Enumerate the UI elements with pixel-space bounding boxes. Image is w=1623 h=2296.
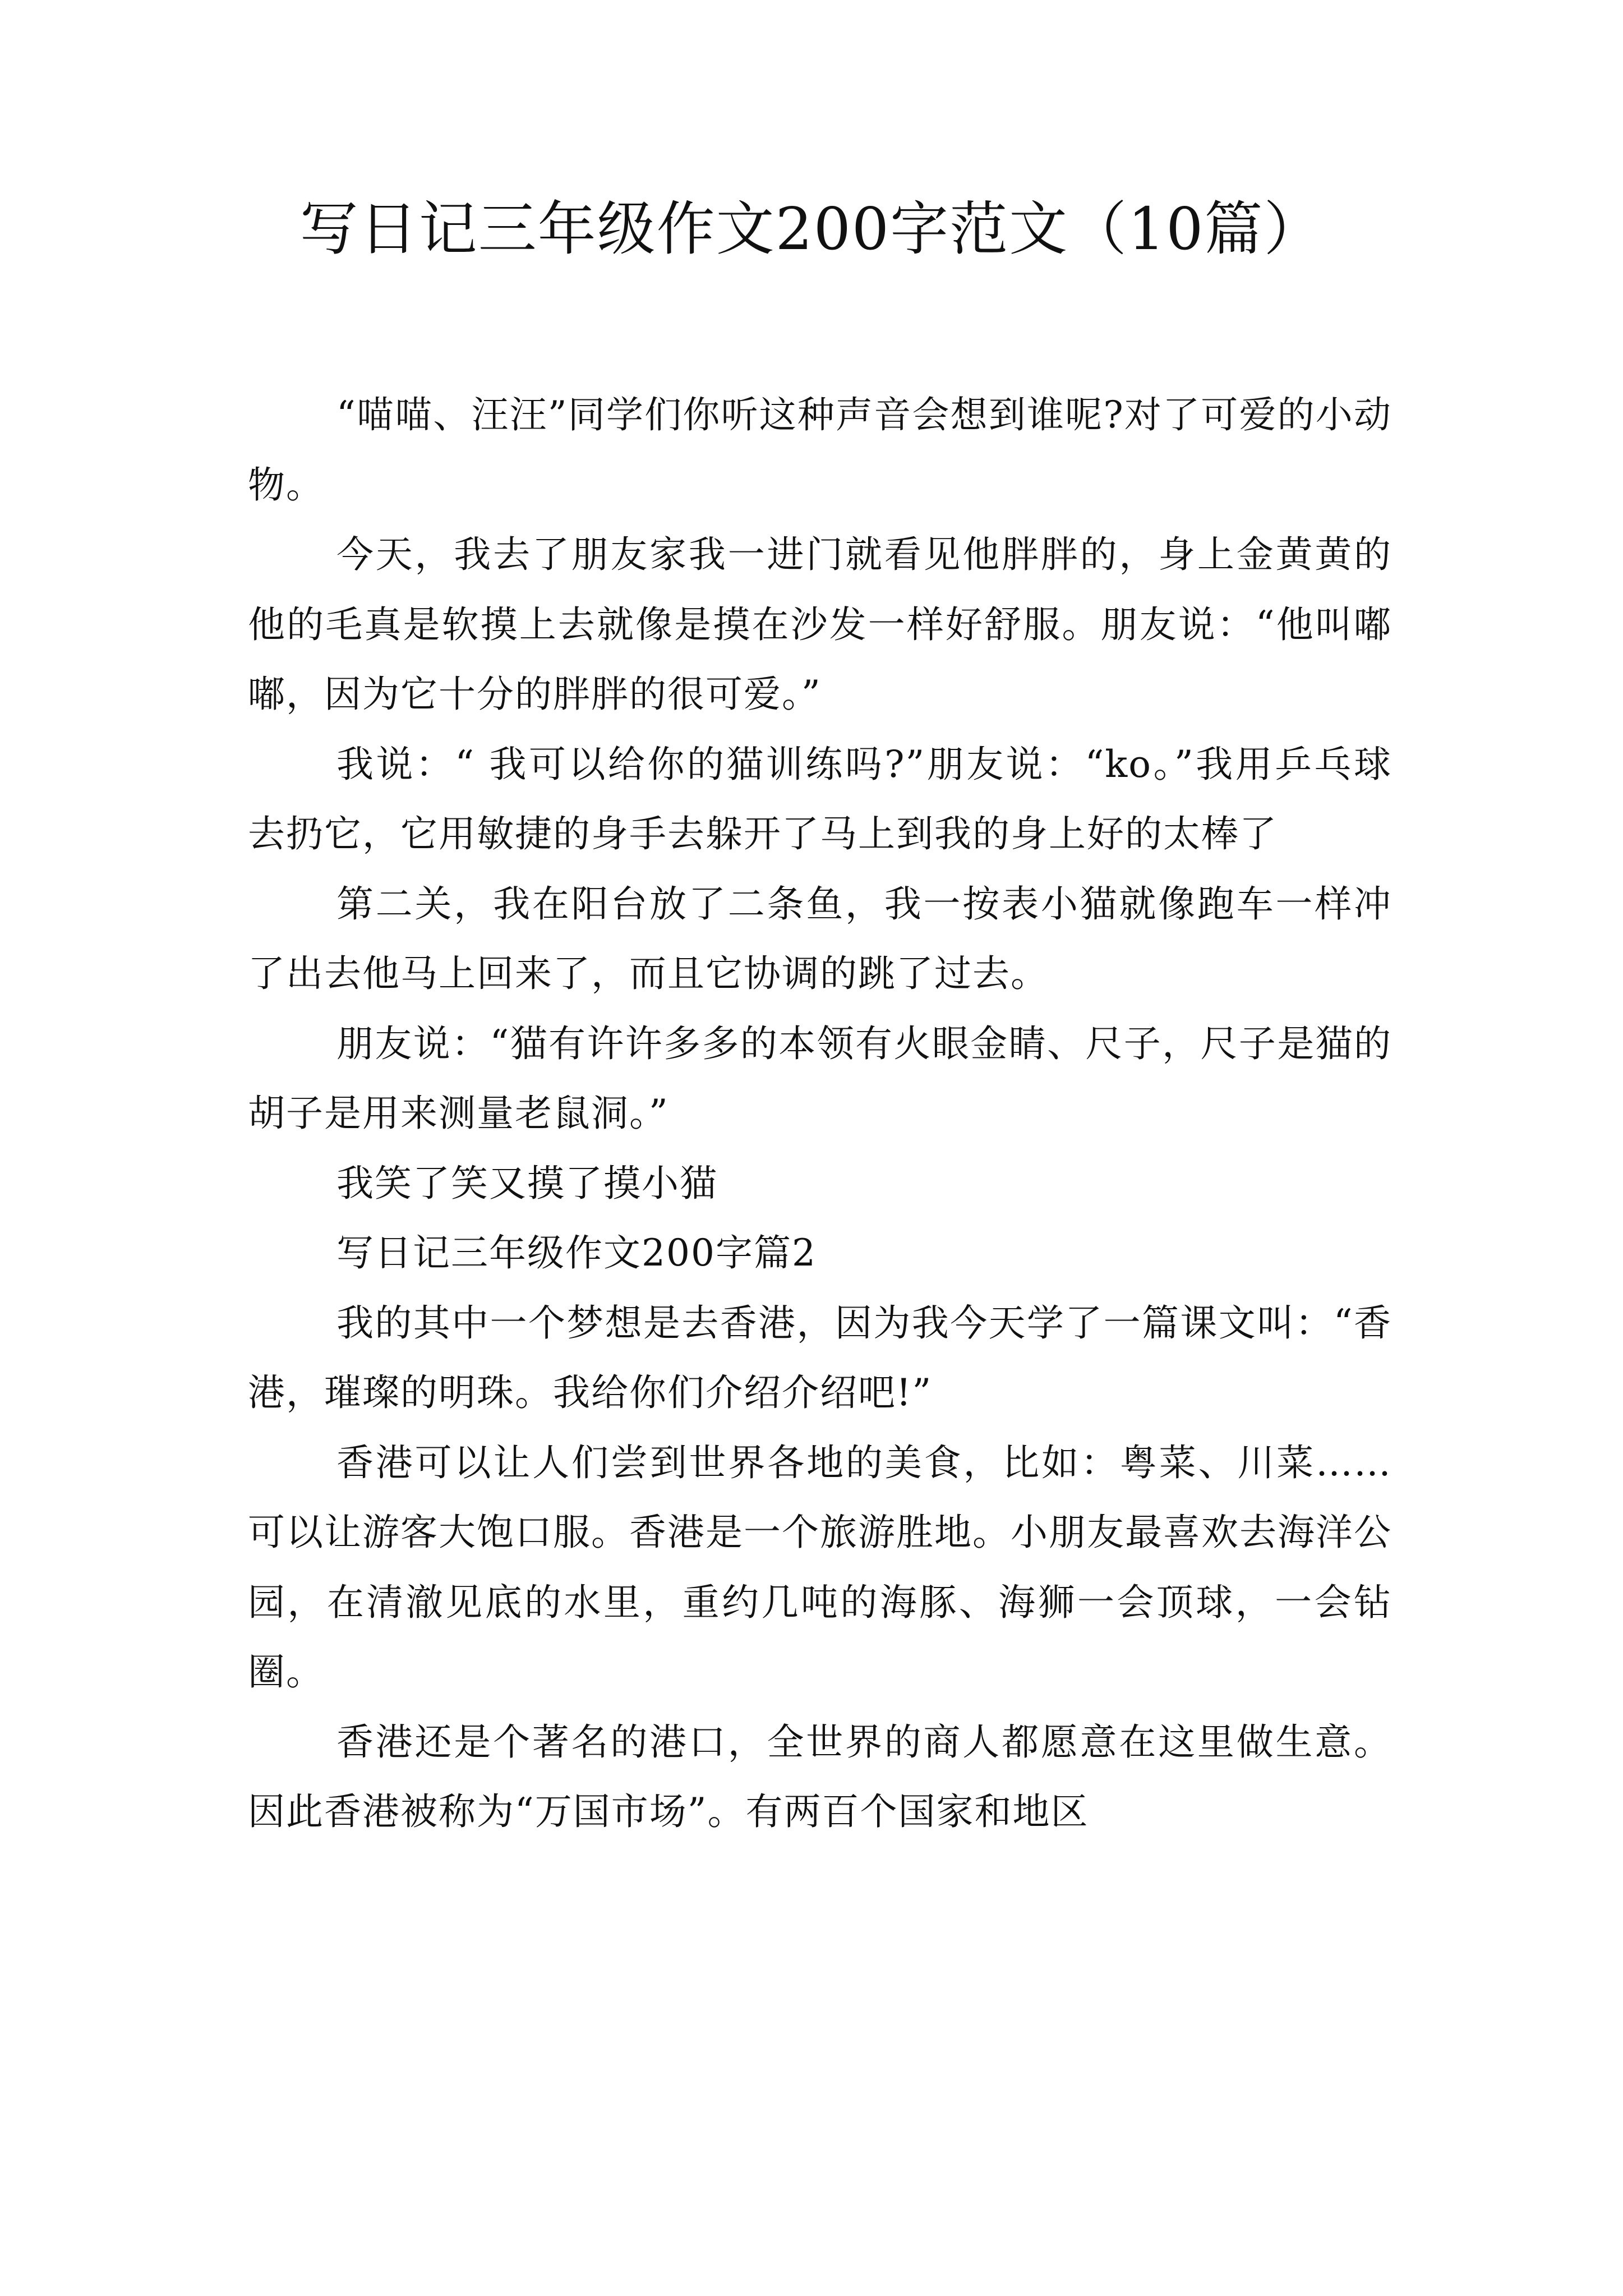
section-heading: 写日记三年级作文200字篇2	[336, 1231, 817, 1274]
paragraph: 香港还是个著名的港口，全世界的商人都愿意在这里做生意。因此香港被称为“万国市场”。有两百个国家和地区	[248, 1720, 1392, 1833]
document-body	[248, 380, 1392, 1847]
paragraph: 朋友说：“猫有许许多多的本领有火眼金睛、尺子，尺子是猫的胡子是用来测量老鼠洞。”	[248, 1022, 1392, 1135]
paragraph: 香港可以让人们尝到世界各地的美食，比如：粤菜、川菜……可以让游客大饱口服。香港是一个旅游胜地。小朋友最喜欢去海洋公园，在清澈见底的水里，重约几吨的海豚、海狮一会顶球，一会钻圈。	[248, 1441, 1392, 1694]
paragraph: “喵喵、汪汪”同学们你听这种声音会想到谁呢?对了可爱的小动物。	[248, 393, 1392, 507]
paragraph: 今天，我去了朋友家我一进门就看见他胖胖的，身上金黄黄的他的毛真是软摸上去就像是摸在沙发一样好舒服。朋友说：“他叫嘟嘟，因为它十分的胖胖的很可爱。”	[248, 533, 1392, 716]
paragraph: 我笑了笑又摸了摸小猫	[336, 1161, 718, 1205]
paragraph: 我说：“ 我可以给你的猫训练吗?”朋友说：“ko。”我用乒乓球去扔它，它用敏捷的身手去躲开了马上到我的身上好的太棒了	[248, 742, 1392, 855]
document-title: 写日记三年级作文200字范文（10篇）	[299, 195, 1324, 263]
paragraph: 我的其中一个梦想是去香港，因为我今天学了一篇课文叫：“香港，璀璨的明珠。我给你们介绍介绍吧!”	[248, 1301, 1392, 1414]
paragraph: 第二关，我在阳台放了二条鱼，我一按表小猫就像跑车一样冲了出去他马上回来了，而且它协调的跳了过去。	[248, 882, 1392, 995]
